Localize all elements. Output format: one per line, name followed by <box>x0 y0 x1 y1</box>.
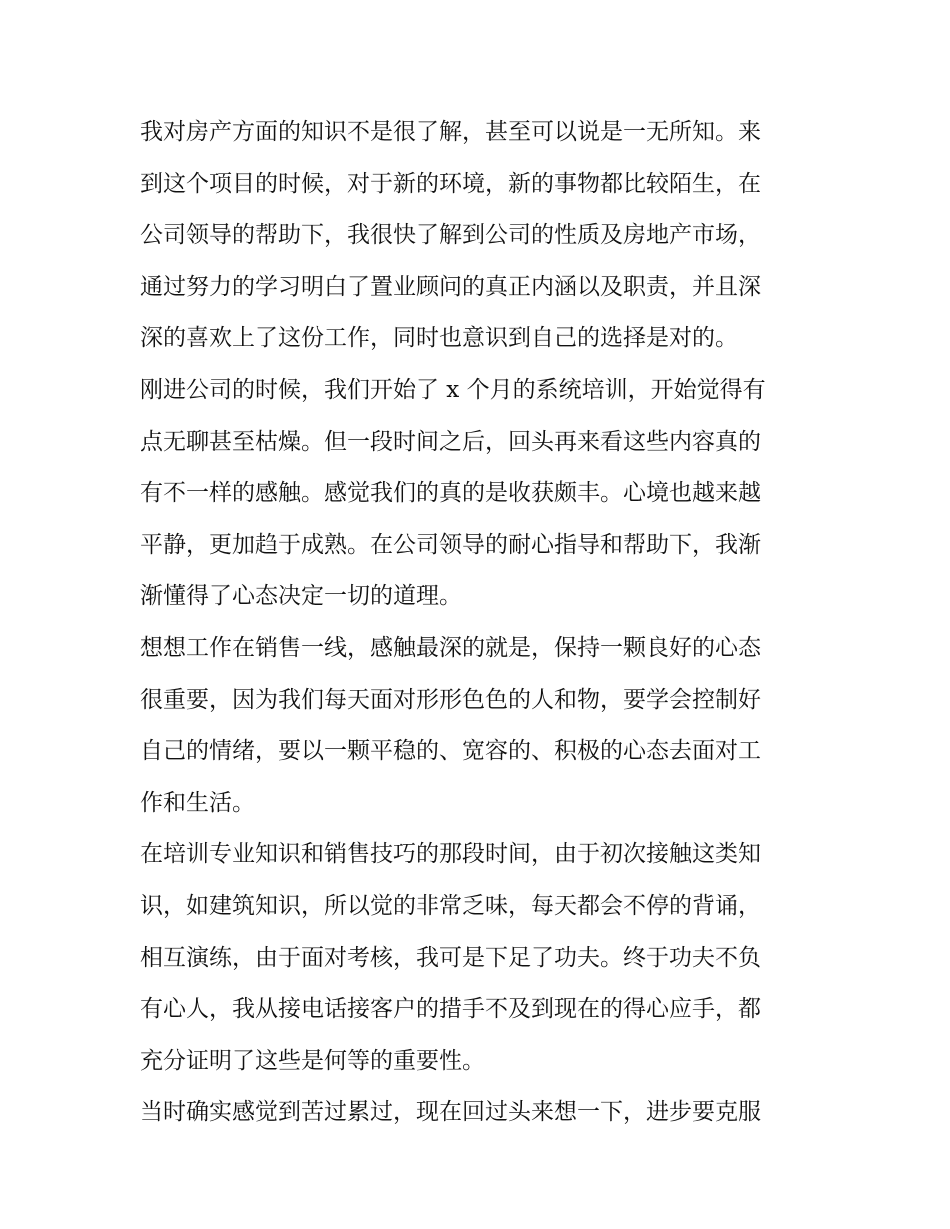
text-line: 在培训专业知识和销售技巧的那段时间，由于初次接触这类知 <box>140 841 761 868</box>
text-line: 平静，更加趋于成熟。在公司领导的耐心指导和帮助下，我渐 <box>140 531 761 558</box>
document-body <box>140 107 830 1139</box>
text-line: 通过努力的学习明白了置业顾问的真正内涵以及职责，并且深 <box>140 273 761 300</box>
text-line: 当时确实感觉到苦过累过，现在回过头来想一下，进步要克服 <box>140 1099 761 1126</box>
text-line: 公司领导的帮助下，我很快了解到公司的性质及房地产市场， <box>140 222 761 249</box>
text-line: 到这个项目的时候，对于新的环境，新的事物都比较陌生，在 <box>140 170 761 197</box>
text-line: 自己的情绪，要以一颗平稳的、宽容的、积极的心态去面对工 <box>140 738 761 765</box>
text-line: 想想工作在销售一线，感触最深的就是，保持一颗良好的心态 <box>140 634 761 661</box>
text-line: 作和生活。 <box>140 789 255 816</box>
text-line: 很重要，因为我们每天面对形形色色的人和物，要学会控制好 <box>140 686 761 713</box>
text-line: 有心人，我从接电话接客户的措手不及到现在的得心应手，都 <box>140 996 761 1023</box>
text-line: 我对房产方面的知识不是很了解，甚至可以说是一无所知。来 <box>140 119 761 145</box>
text-line: 充分证明了这些是何等的重要性。 <box>140 1047 485 1074</box>
text-line: 渐懂得了心态决定一切的道理。 <box>140 583 462 610</box>
text-line: 点无聊甚至枯燥。但一段时间之后，回头再来看这些内容真的 <box>140 428 761 455</box>
text-line: 刚进公司的时候，我们开始了 x 个月的系统培训，开始觉得有 <box>140 376 766 403</box>
text-line: 有不一样的感触。感觉我们的真的是收获颇丰。心境也越来越 <box>140 480 761 507</box>
text-line: 识，如建筑知识，所以觉的非常乏味，每天都会不停的背诵， <box>140 892 761 919</box>
text-line: 深的喜欢上了这份工作，同时也意识到自己的选择是对的。 <box>140 325 738 352</box>
text-line: 相互演练，由于面对考核，我可是下足了功夫。终于功夫不负 <box>140 944 761 971</box>
